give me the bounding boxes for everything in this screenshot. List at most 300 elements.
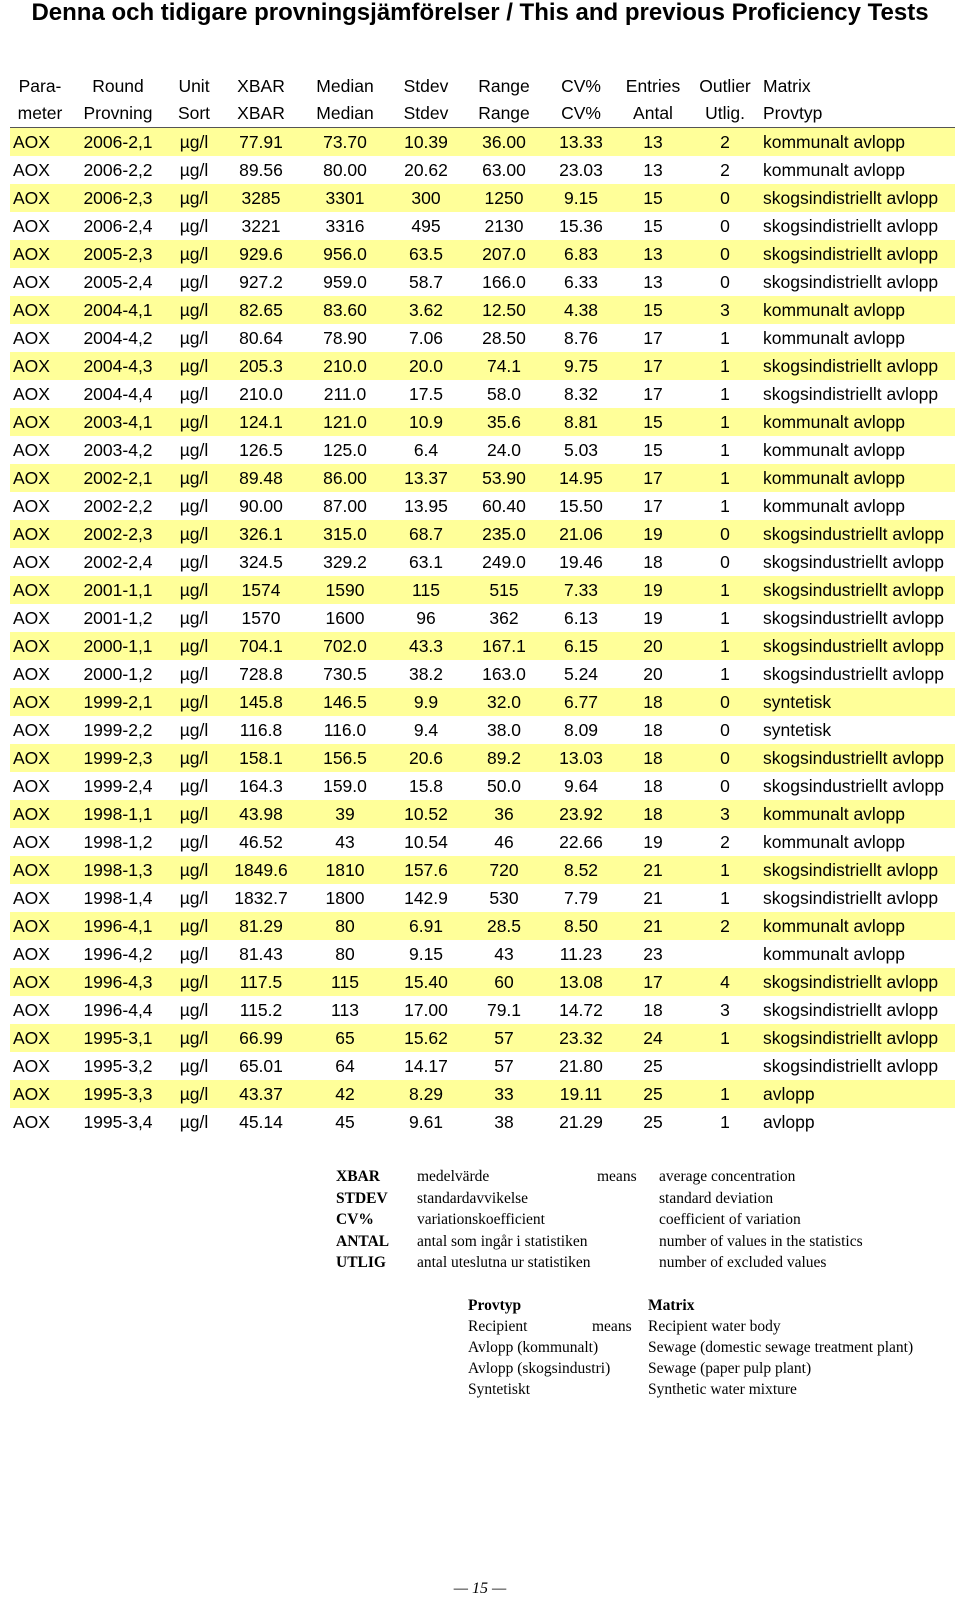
cell-parameter: AOX <box>10 576 70 604</box>
cell-median: 121.0 <box>300 408 390 436</box>
cell-outlier: 3 <box>720 999 730 1020</box>
cell-entries: 17 <box>643 327 663 348</box>
legend-provtyp: Avlopp (skogsindustri) <box>468 1360 611 1377</box>
cell-parameter: AOX <box>10 632 70 660</box>
cell-median: 125.0 <box>323 439 367 460</box>
table-row <box>10 688 955 716</box>
cell-parameter: AOX <box>10 968 70 996</box>
cell-unit: µg/l <box>179 551 209 572</box>
cell-median: 146.5 <box>300 688 390 716</box>
cell-range: 46 <box>494 831 514 852</box>
table-row <box>10 268 955 296</box>
cell-range: 32.0 <box>462 688 546 716</box>
cell-median: 115 <box>300 968 390 996</box>
table-row <box>10 996 955 1024</box>
cell-parameter: AOX <box>13 495 50 516</box>
cell-round: 2003-4,2 <box>83 439 153 460</box>
cell-entries: 17 <box>643 383 663 404</box>
cell-parameter: AOX <box>10 744 70 772</box>
header-sv-xbar: XBAR <box>222 100 300 128</box>
cell-stdev: 9.15 <box>408 943 444 964</box>
cell-round: 2002-2,1 <box>70 464 166 492</box>
cell-median: 86.00 <box>300 464 390 492</box>
cell-stdev: 9.9 <box>390 688 462 716</box>
cell-stdev: 142.9 <box>404 887 448 908</box>
cell-cv: 5.24 <box>563 663 599 684</box>
cell-outlier: 2 <box>690 128 760 157</box>
cell-range: 166.0 <box>482 271 526 292</box>
cell-matrix: skogsindustriellt avlopp <box>763 775 944 796</box>
table-row <box>10 1052 955 1080</box>
header-sv-matrix: Provtyp <box>760 100 955 128</box>
table-row <box>10 324 955 352</box>
cell-cv: 19.46 <box>559 551 603 572</box>
cell-entries: 21 <box>616 856 690 884</box>
cell-round: 2002-2,3 <box>70 520 166 548</box>
cell-round: 1999-2,1 <box>70 688 166 716</box>
cell-outlier: 1 <box>690 352 760 380</box>
cell-outlier: 1 <box>720 663 730 684</box>
cell-matrix: kommunalt avlopp <box>760 296 955 324</box>
cell-stdev: 10.9 <box>390 408 462 436</box>
cell-outlier: 1 <box>720 439 730 460</box>
legend-english: coefficient of variation <box>659 1211 801 1228</box>
cell-matrix: kommunalt avlopp <box>760 128 955 157</box>
cell-parameter: AOX <box>13 775 50 796</box>
cell-outlier: 2 <box>720 831 730 852</box>
cell-matrix: skogsindustriellt avlopp <box>763 551 944 572</box>
cell-xbar: 45.14 <box>239 1111 283 1132</box>
table-row <box>10 1024 955 1052</box>
cell-range: 53.90 <box>462 464 546 492</box>
cell-entries: 24 <box>616 1024 690 1052</box>
cell-round: 1999-2,3 <box>70 744 166 772</box>
cell-median: 156.5 <box>300 744 390 772</box>
legend-swedish: standardavvikelse <box>417 1189 529 1207</box>
cell-unit: µg/l <box>179 439 209 460</box>
cell-unit: µg/l <box>166 1024 222 1052</box>
cell-cv: 8.52 <box>546 856 616 884</box>
cell-median: 80 <box>300 912 390 940</box>
cell-unit: µg/l <box>179 831 209 852</box>
cell-unit: µg/l <box>179 495 209 516</box>
cell-parameter: AOX <box>13 215 50 236</box>
cell-stdev: 96 <box>416 607 436 628</box>
cell-parameter: AOX <box>10 408 70 436</box>
cell-matrix: kommunalt avlopp <box>760 408 955 436</box>
cell-median: 83.60 <box>300 296 390 324</box>
cell-xbar: 1849.6 <box>222 856 300 884</box>
header-row-swedish <box>10 100 955 128</box>
legend-swedish: antal uteslutna ur statistiken <box>417 1254 591 1271</box>
cell-stdev: 3.62 <box>390 296 462 324</box>
cell-round: 2006-2,4 <box>83 215 153 236</box>
cell-range: 79.1 <box>486 999 522 1020</box>
proficiency-table <box>10 73 955 1136</box>
cell-range: 362 <box>489 607 519 628</box>
cell-range: 24.0 <box>486 439 522 460</box>
cell-matrix: avlopp <box>760 1080 955 1108</box>
cell-stdev: 300 <box>390 184 462 212</box>
cell-matrix: kommunalt avlopp <box>763 439 906 460</box>
header-sv-median: Median <box>300 100 390 128</box>
cell-parameter: AOX <box>13 831 50 852</box>
cell-outlier: 0 <box>690 240 760 268</box>
cell-unit: µg/l <box>179 1111 209 1132</box>
cell-round: 2003-4,1 <box>70 408 166 436</box>
cell-range: 57 <box>494 1055 514 1076</box>
cell-unit: µg/l <box>166 912 222 940</box>
cell-round: 2005-2,4 <box>83 271 153 292</box>
cell-entries: 13 <box>616 240 690 268</box>
cell-outlier: 0 <box>720 775 730 796</box>
cell-matrix: skogsindustriellt avlopp <box>760 744 955 772</box>
cell-xbar: 81.43 <box>239 943 283 964</box>
legend-english: number of excluded values <box>659 1254 827 1271</box>
cell-matrix: skogsindistriellt avlopp <box>763 271 939 292</box>
legend-matrix: Recipient water body <box>648 1318 781 1335</box>
cell-unit: µg/l <box>179 383 209 404</box>
cell-stdev: 38.2 <box>408 663 444 684</box>
cell-unit: µg/l <box>179 215 209 236</box>
cell-unit: µg/l <box>166 520 222 548</box>
cell-range: 1250 <box>462 184 546 212</box>
page-title: Denna och tidigare provningsjämförelser / This and previous Proficiency Tests <box>31 0 929 26</box>
cell-matrix: kommunalt avlopp <box>760 464 955 492</box>
table-row <box>10 1108 955 1136</box>
cell-range: 58.0 <box>486 383 522 404</box>
table-row <box>10 604 955 632</box>
cell-entries: 18 <box>616 688 690 716</box>
cell-unit: µg/l <box>166 968 222 996</box>
cell-xbar: 126.5 <box>239 439 283 460</box>
table-row <box>10 212 955 240</box>
cell-matrix: skogsindistriellt avlopp <box>763 383 939 404</box>
cell-unit: µg/l <box>166 688 222 716</box>
cell-matrix: skogsindistriellt avlopp <box>760 968 955 996</box>
header-en-cv: CV% <box>561 76 601 96</box>
cell-cv: 13.33 <box>546 128 616 157</box>
cell-unit: µg/l <box>166 296 222 324</box>
header-en-median: Median <box>316 76 374 96</box>
cell-cv: 14.95 <box>546 464 616 492</box>
cell-outlier: 1 <box>720 607 730 628</box>
cell-stdev: 20.0 <box>390 352 462 380</box>
table-row <box>10 828 955 856</box>
cell-outlier <box>690 940 760 968</box>
cell-xbar: 46.52 <box>239 831 283 852</box>
cell-range: 33 <box>462 1080 546 1108</box>
cell-round: 2000-1,1 <box>70 632 166 660</box>
cell-median: 80 <box>335 943 355 964</box>
cell-round: 2000-1,2 <box>83 663 153 684</box>
legend-abbr: ANTAL <box>336 1232 390 1250</box>
cell-range: 28.50 <box>482 327 526 348</box>
cell-entries: 17 <box>616 968 690 996</box>
cell-cv: 21.29 <box>559 1111 603 1132</box>
cell-matrix: avlopp <box>763 1111 815 1132</box>
cell-range: 720 <box>462 856 546 884</box>
cell-outlier: 1 <box>690 632 760 660</box>
cell-stdev: 6.4 <box>413 439 439 460</box>
cell-median: 315.0 <box>300 520 390 548</box>
cell-cv: 8.50 <box>546 912 616 940</box>
cell-cv: 9.64 <box>563 775 599 796</box>
header-sv-outlier: Utlig. <box>690 100 760 128</box>
header-sv-cv: CV% <box>546 100 616 128</box>
cell-xbar: 205.3 <box>222 352 300 380</box>
cell-median: 64 <box>335 1055 355 1076</box>
table-row <box>10 632 955 660</box>
cell-parameter: AOX <box>13 607 50 628</box>
header-en-matrix: Matrix <box>763 76 811 96</box>
cell-xbar: 89.48 <box>222 464 300 492</box>
cell-unit: µg/l <box>179 159 209 180</box>
cell-cv: 9.75 <box>546 352 616 380</box>
cell-entries: 25 <box>643 1055 663 1076</box>
cell-round: 1998-1,4 <box>83 887 153 908</box>
cell-outlier <box>690 1052 760 1080</box>
cell-matrix: skogsindustriellt avlopp <box>760 576 955 604</box>
header-sv-stdev: Stdev <box>390 100 462 128</box>
cell-matrix: syntetisk <box>760 688 955 716</box>
table-row <box>10 856 955 884</box>
table-row <box>10 744 955 772</box>
cell-range: 515 <box>462 576 546 604</box>
cell-outlier: 0 <box>720 551 730 572</box>
table-row <box>10 492 955 520</box>
cell-matrix: kommunalt avlopp <box>763 943 906 964</box>
cell-round: 2004-4,4 <box>83 383 153 404</box>
cell-entries: 20 <box>616 632 690 660</box>
cell-parameter: AOX <box>13 887 50 908</box>
legend-swedish: antal som ingår i statistiken <box>417 1232 588 1250</box>
cell-stdev: 10.54 <box>404 831 448 852</box>
cell-median: 87.00 <box>323 495 367 516</box>
cell-range: 50.0 <box>486 775 522 796</box>
cell-xbar: 1570 <box>241 607 281 628</box>
legend-swedish: variationskoefficient <box>417 1211 545 1228</box>
table-row <box>10 520 955 548</box>
cell-parameter: AOX <box>10 1024 70 1052</box>
cell-parameter: AOX <box>10 464 70 492</box>
cell-range: 38.0 <box>486 719 522 740</box>
cell-median: 1590 <box>300 576 390 604</box>
header-en-entries: Entries <box>625 76 681 96</box>
cell-xbar: 927.2 <box>239 271 283 292</box>
cell-outlier: 0 <box>690 520 760 548</box>
cell-parameter: AOX <box>13 943 50 964</box>
cell-range: 38 <box>494 1111 514 1132</box>
cell-entries: 21 <box>616 912 690 940</box>
cell-stdev: 43.3 <box>390 632 462 660</box>
cell-round: 1998-1,2 <box>83 831 153 852</box>
page-number: — 15 — <box>453 1580 507 1597</box>
cell-range: 249.0 <box>482 551 526 572</box>
cell-matrix: syntetisk <box>763 719 832 740</box>
cell-median: 211.0 <box>323 383 367 404</box>
cell-entries: 18 <box>643 551 663 572</box>
table-row <box>10 128 955 157</box>
table-row <box>10 548 955 576</box>
legend-header-matrix: Matrix <box>648 1297 695 1314</box>
cell-stdev: 6.91 <box>390 912 462 940</box>
cell-round: 1998-1,1 <box>70 800 166 828</box>
cell-entries: 13 <box>643 159 663 180</box>
cell-outlier: 1 <box>690 464 760 492</box>
cell-entries: 19 <box>643 607 663 628</box>
cell-median: 3301 <box>300 184 390 212</box>
legend-matrix: Synthetic water mixture <box>648 1381 797 1398</box>
cell-range: 36.00 <box>462 128 546 157</box>
cell-parameter: AOX <box>13 159 50 180</box>
cell-round: 2006-2,2 <box>83 159 153 180</box>
cell-round: 2006-2,3 <box>70 184 166 212</box>
cell-parameter: AOX <box>10 520 70 548</box>
cell-parameter: AOX <box>10 1080 70 1108</box>
cell-xbar: 326.1 <box>222 520 300 548</box>
header-sv-entries: Antal <box>616 100 690 128</box>
cell-outlier: 1 <box>720 327 730 348</box>
cell-entries: 19 <box>616 576 690 604</box>
cell-cv: 8.09 <box>563 719 599 740</box>
cell-cv: 23.32 <box>546 1024 616 1052</box>
cell-stdev: 17.00 <box>404 999 448 1020</box>
cell-median: 39 <box>300 800 390 828</box>
cell-stdev: 68.7 <box>390 520 462 548</box>
header-en-xbar: XBAR <box>237 76 285 96</box>
cell-xbar: 1574 <box>222 576 300 604</box>
cell-entries: 18 <box>643 719 663 740</box>
cell-outlier: 1 <box>690 576 760 604</box>
cell-outlier: 1 <box>690 1024 760 1052</box>
cell-xbar: 210.0 <box>239 383 283 404</box>
cell-outlier: 0 <box>690 744 760 772</box>
cell-round: 1999-2,4 <box>83 775 153 796</box>
cell-range: 167.1 <box>462 632 546 660</box>
cell-round: 2002-2,2 <box>83 495 153 516</box>
table-row <box>10 296 955 324</box>
header-en-unit: Unit <box>178 76 210 96</box>
cell-round: 2001-1,1 <box>70 576 166 604</box>
cell-outlier: 0 <box>720 215 730 236</box>
cell-unit: µg/l <box>179 663 209 684</box>
cell-xbar: 115.2 <box>239 999 283 1020</box>
cell-entries: 23 <box>643 943 663 964</box>
cell-xbar: 3221 <box>241 215 281 236</box>
header-en-outlier: Outlier <box>699 76 751 96</box>
cell-median: 73.70 <box>300 128 390 157</box>
cell-cv: 9.15 <box>546 184 616 212</box>
cell-xbar: 3285 <box>222 184 300 212</box>
cell-parameter: AOX <box>13 327 50 348</box>
header-en-stdev: Stdev <box>403 76 449 96</box>
cell-round: 2002-2,4 <box>83 551 153 572</box>
cell-round: 1995-3,1 <box>70 1024 166 1052</box>
cell-matrix: skogsindustriellt avlopp <box>763 663 944 684</box>
legend-means: means <box>592 1318 632 1335</box>
cell-parameter: AOX <box>10 688 70 716</box>
cell-matrix: skogsindistriellt avlopp <box>763 887 939 908</box>
legend-abbr: CV% <box>336 1211 374 1228</box>
legend-swedish: medelvärde <box>417 1168 490 1185</box>
cell-unit: µg/l <box>179 1055 209 1076</box>
cell-round: 1999-2,2 <box>83 719 153 740</box>
cell-parameter: AOX <box>10 352 70 380</box>
header-en-parameter: Para- <box>18 76 62 96</box>
cell-parameter: AOX <box>10 128 70 157</box>
cell-stdev: 13.37 <box>390 464 462 492</box>
cell-round: 1996-4,3 <box>70 968 166 996</box>
cell-cv: 4.38 <box>546 296 616 324</box>
cell-entries: 18 <box>643 999 663 1020</box>
cell-xbar: 77.91 <box>222 128 300 157</box>
cell-unit: µg/l <box>166 856 222 884</box>
cell-unit: µg/l <box>179 943 209 964</box>
cell-round: 2005-2,3 <box>70 240 166 268</box>
cell-entries: 13 <box>643 271 663 292</box>
table-row <box>10 240 955 268</box>
legend-matrix: Sewage (paper pulp plant) <box>648 1360 812 1377</box>
cell-median: 42 <box>300 1080 390 1108</box>
header-en-round: Round <box>92 76 144 96</box>
cell-stdev: 15.40 <box>390 968 462 996</box>
cell-xbar: 43.37 <box>222 1080 300 1108</box>
cell-median: 702.0 <box>300 632 390 660</box>
cell-range: 43 <box>494 943 514 964</box>
table-row <box>10 772 955 800</box>
cell-unit: µg/l <box>166 240 222 268</box>
cell-matrix: kommunalt avlopp <box>763 327 906 348</box>
cell-range: 163.0 <box>482 663 526 684</box>
cell-stdev: 9.61 <box>408 1111 444 1132</box>
cell-matrix: skogsindistriellt avlopp <box>760 352 955 380</box>
cell-unit: µg/l <box>166 800 222 828</box>
cell-round: 1996-4,2 <box>83 943 153 964</box>
cell-round: 2001-1,2 <box>83 607 153 628</box>
cell-matrix: skogsindistriellt avlopp <box>763 999 939 1020</box>
cell-outlier: 0 <box>720 271 730 292</box>
table-row <box>10 408 955 436</box>
cell-parameter: AOX <box>13 663 50 684</box>
table-row <box>10 436 955 464</box>
cell-cv: 5.03 <box>563 439 599 460</box>
cell-xbar: 704.1 <box>222 632 300 660</box>
cell-parameter: AOX <box>13 383 50 404</box>
cell-matrix: kommunalt avlopp <box>760 800 955 828</box>
cell-round: 2004-4,2 <box>83 327 153 348</box>
cell-xbar: 164.3 <box>239 775 283 796</box>
cell-range: 60 <box>462 968 546 996</box>
cell-median: 3316 <box>325 215 365 236</box>
cell-parameter: AOX <box>13 271 50 292</box>
cell-parameter: AOX <box>13 1111 50 1132</box>
cell-entries: 17 <box>643 495 663 516</box>
cell-cv: 13.03 <box>546 744 616 772</box>
legend-abbr: XBAR <box>336 1168 380 1185</box>
cell-parameter: AOX <box>10 912 70 940</box>
cell-cv: 8.76 <box>563 327 599 348</box>
cell-entries: 15 <box>643 439 663 460</box>
cell-xbar: 80.64 <box>239 327 283 348</box>
cell-entries: 18 <box>643 775 663 796</box>
cell-entries: 19 <box>616 520 690 548</box>
table-row <box>10 1080 955 1108</box>
cell-unit: µg/l <box>179 887 209 908</box>
cell-xbar: 117.5 <box>222 968 300 996</box>
cell-parameter: AOX <box>13 439 50 460</box>
cell-range: 74.1 <box>462 352 546 380</box>
